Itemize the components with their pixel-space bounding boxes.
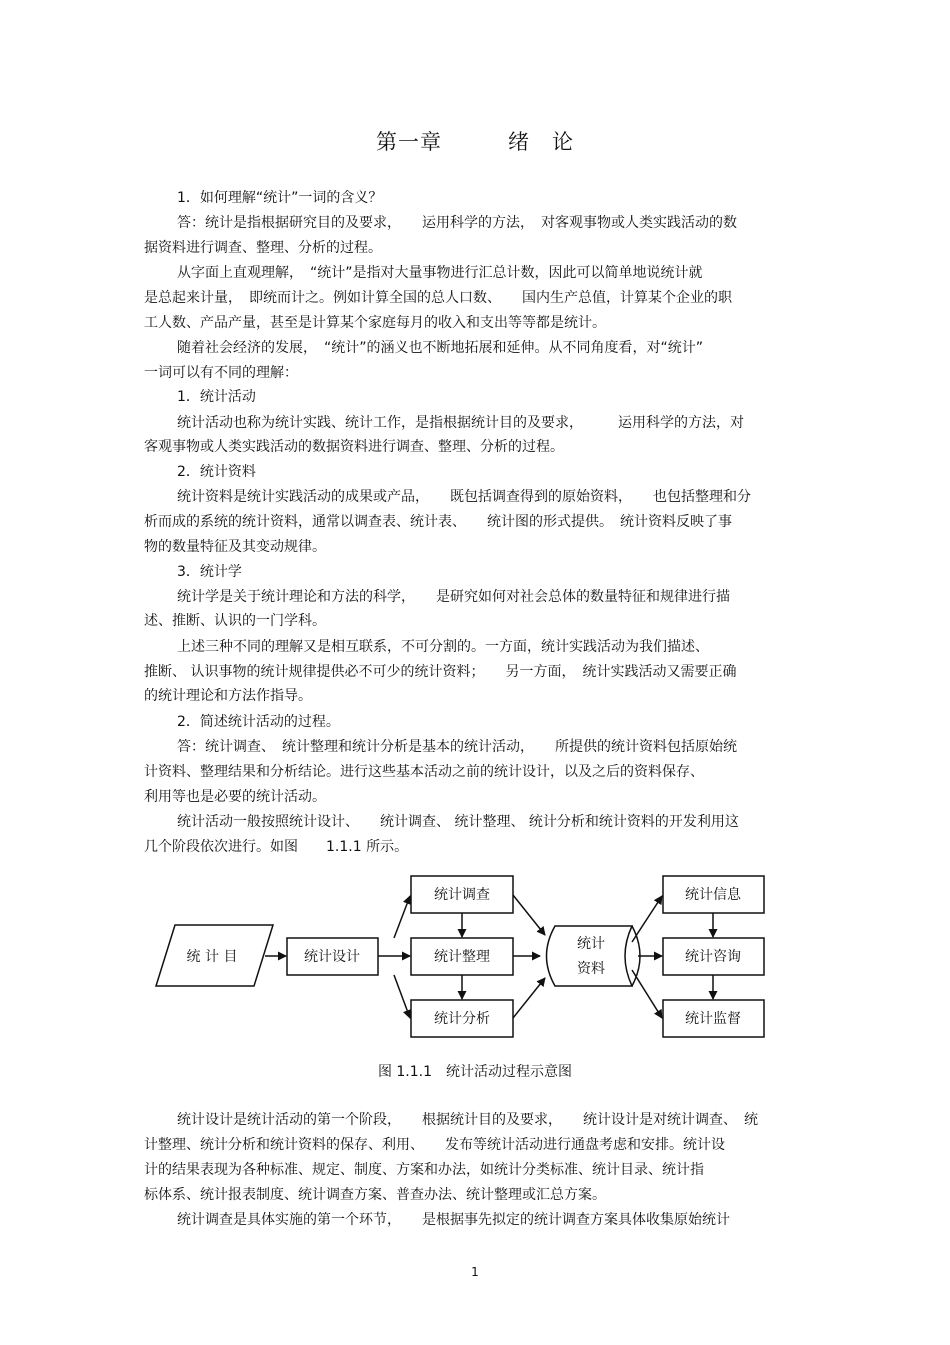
text-line: 一词可以有不同的理解：	[144, 365, 298, 381]
figure-caption: 图 1.1.1 统计活动过程示意图	[377, 1064, 573, 1080]
text-line: 上述三种不同的理解又是相互联系，不可分割的。一方面，统计实践活动为我们描述、	[177, 639, 709, 655]
text-line: 物的数量特征及其变动规律。	[144, 539, 326, 555]
text-line: 的统计理论和方法作指导。	[144, 688, 312, 704]
page-number: 1	[471, 1265, 479, 1279]
text-line: 几个阶段依次进行。如图 1.1.1 所示。	[144, 839, 409, 855]
arrow	[513, 978, 545, 1018]
question-heading: 2．简述统计活动的过程。	[177, 714, 340, 730]
text-line: 标体系、统计报表制度、统计调查方案、普查办法、统计整理或汇总方案。	[144, 1187, 606, 1203]
text-line: 统计活动一般按照统计设计、 统计调查、 统计整理、 统计分析和统计资料的开发利用这	[177, 814, 739, 830]
section-heading: 3．统计学	[177, 564, 242, 580]
purpose-label: 统 计 目	[186, 949, 238, 965]
design-label: 统计设计	[304, 949, 360, 965]
arrow	[632, 970, 662, 1018]
text-line: 计的结果表现为各种标准、规定、制度、方案和办法，如统计分类标准、统计目录、统计指	[144, 1162, 704, 1178]
text-line: 计整理、统计分析和统计资料的保存、利用、 发布等统计活动进行通盘考虑和安排。统计设	[144, 1137, 725, 1153]
arrow	[394, 896, 410, 938]
arrow	[394, 975, 410, 1018]
text-line: 述、推断、认识的一门学科。	[144, 613, 326, 629]
text-line: 推断、 认识事物的统计规律提供必不可少的统计资料； 另一方面， 统计实践活动又需要正确	[144, 664, 737, 680]
text-line: 析而成的系统的统计资料，通常以调查表、统计表、 统计图的形式提供。 统计资料反映了事	[144, 514, 732, 530]
text-line: 1．如何理解“统计”一词的含义？	[177, 190, 383, 206]
supervise-label: 统计监督	[685, 1011, 741, 1027]
survey-label: 统计调查	[434, 887, 490, 903]
organize-label: 统计整理	[434, 949, 490, 965]
consult-label: 统计咨询	[685, 949, 741, 965]
text-line: 工人数、产品产量，甚至是计算某个家庭每月的收入和支出等等都是统计。	[144, 315, 606, 331]
text-line: 答：统计调查、 统计整理和统计分析是基本的统计活动， 所提供的统计资料包括原始统	[177, 739, 737, 755]
text-line: 据资料进行调查、整理、分析的过程。	[144, 240, 382, 256]
text-line: 是总起来计量， 即统而计之。例如计算全国的总人口数、 国内生产总值，计算某个企业的职	[144, 290, 732, 306]
text-line: 统计资料是统计实践活动的成果或产品， 既包括调查得到的原始资料， 也包括整理和分	[177, 489, 751, 505]
text-line: 从字面上直观理解， “统计”是指对大量事物进行汇总计数，因此可以简单地说统计就	[177, 265, 703, 281]
data-label-bottom: 资料	[577, 961, 605, 977]
page-title: 第一章 绪 论	[376, 130, 574, 154]
data-label-top: 统计	[577, 936, 605, 952]
arrow	[513, 895, 545, 935]
section-heading: 1．统计活动	[177, 389, 256, 405]
arrow	[632, 896, 662, 942]
text-line: 统计学是关于统计理论和方法的科学， 是研究如何对社会总体的数量特征和规律进行描	[177, 589, 730, 605]
text-line: 计资料、整理结果和分析结论。进行这些基本活动之前的统计设计，以及之后的资料保存、	[144, 764, 704, 780]
info-label: 统计信息	[685, 887, 741, 903]
data-store-shape	[547, 926, 633, 986]
text-line: 随着社会经济的发展， “统计”的涵义也不断地拓展和延伸。从不同角度看，对“统计”	[177, 340, 704, 356]
text-line: 统计活动也称为统计实践、统计工作，是指根据统计目的及要求， 运用科学的方法，对	[177, 415, 744, 431]
section-heading: 2．统计资料	[177, 464, 256, 480]
analysis-label: 统计分析	[434, 1011, 490, 1027]
text-line: 统计调查是具体实施的第一个环节， 是根据事先拟定的统计调查方案具体收集原始统计	[177, 1212, 730, 1228]
text-line: 统计设计是统计活动的第一个阶段， 根据统计目的及要求， 统计设计是对统计调查、 统	[177, 1112, 758, 1128]
text-line: 利用等也是必要的统计活动。	[144, 789, 326, 805]
text-line: 客观事物或人类实践活动的数据资料进行调查、整理、分析的过程。	[144, 439, 564, 455]
text-line: 答：统计是指根据研究目的及要求， 运用科学的方法， 对客观事物或人类实践活动的数	[177, 215, 737, 231]
